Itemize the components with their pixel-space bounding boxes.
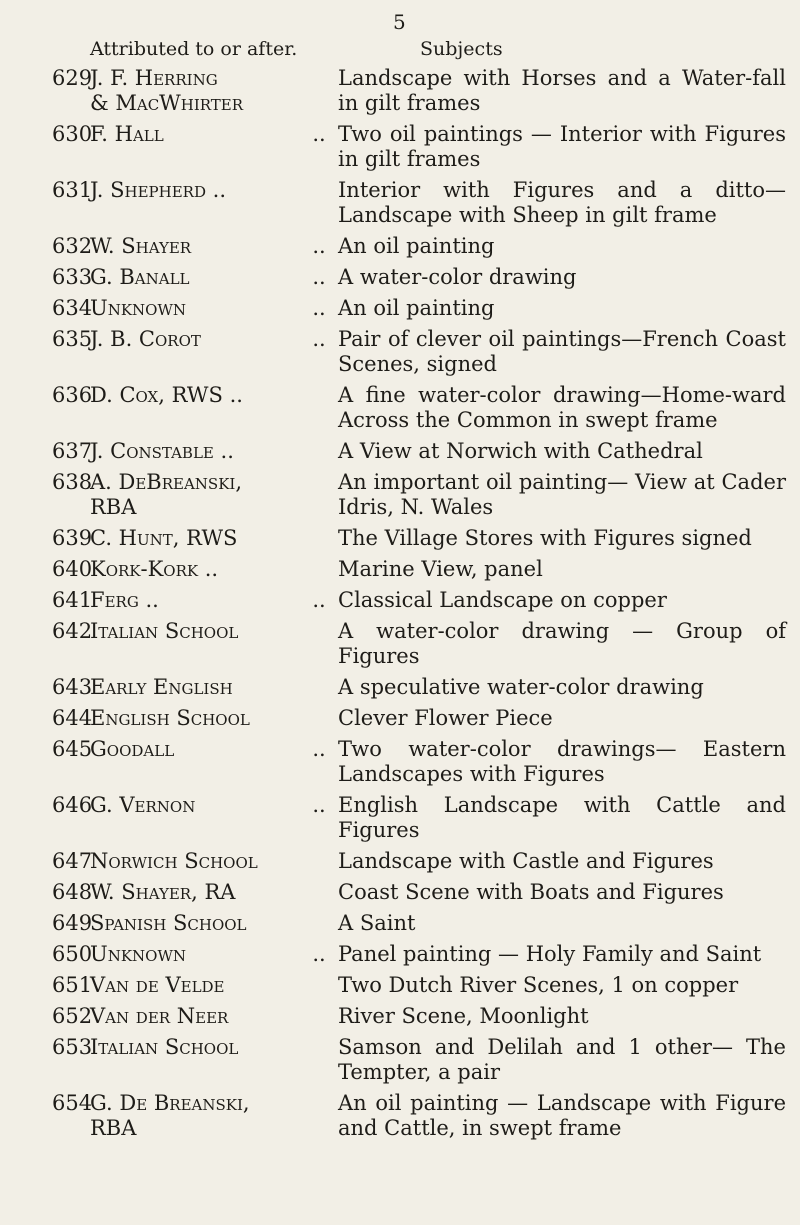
lot-leader-dots: .. [312, 327, 326, 351]
lot-subject: Two oil paintings — Interior with Figures in gilt frames [338, 122, 786, 171]
lot-leader-dots: .. [312, 234, 326, 258]
lot-row [0, 178, 800, 228]
lot-row [0, 973, 800, 998]
lot-artist: J. Shepherd .. [90, 178, 227, 202]
lot-row [0, 122, 800, 172]
lot-leader-dots [300, 911, 338, 936]
lot-subject: Landscape with Horses and a Water-fall in gilt frames [338, 66, 786, 115]
lot-leader-dots [300, 66, 338, 116]
lot-number: 646 [52, 793, 93, 817]
lot-row [0, 880, 800, 905]
lot-artist: F. Hall [90, 122, 164, 146]
lot-subject: Interior with Figures and a ditto— Landscape with Sheep in gilt frame [338, 178, 786, 227]
lot-leader-dots: .. [312, 737, 326, 761]
lot-artist: Goodall [90, 737, 175, 761]
lot-number: 653 [52, 1035, 93, 1059]
lot-number: 652 [52, 1004, 93, 1028]
lot-artist: A. DeBreanski, RBA [90, 470, 243, 519]
lot-leader-dots [300, 1004, 338, 1029]
lot-row [0, 675, 800, 700]
lot-artist: Italian School [90, 619, 239, 643]
lot-subject: A speculative water-color drawing [338, 675, 704, 699]
lot-number: 631 [52, 178, 93, 202]
lot-artist: Spanish School [90, 911, 247, 935]
lot-row [0, 234, 800, 259]
lot-row [0, 66, 800, 116]
lot-subject: English Landscape with Cattle and Figures [338, 793, 786, 842]
lot-artist: J. B. Corot [90, 327, 201, 351]
lot-artist: Norwich School [90, 849, 258, 873]
lot-subject: An oil painting — Landscape with Figure and Cattle, in swept frame [338, 1091, 786, 1140]
lot-number: 643 [52, 675, 93, 699]
lot-number: 635 [52, 327, 93, 351]
header-subjects: Subjects [420, 38, 503, 60]
lot-leader-dots [300, 619, 338, 669]
lot-row [0, 296, 800, 321]
lot-subject: Landscape with Castle and Figures [338, 849, 714, 873]
lot-subject: Panel painting — Holy Family and Saint [338, 942, 762, 966]
lot-leader-dots [300, 973, 338, 998]
lot-artist: Kork-Kork .. [90, 557, 219, 581]
lot-row [0, 383, 800, 433]
lot-leader-dots [300, 1091, 338, 1141]
lot-subject: River Scene, Moonlight [338, 1004, 589, 1028]
lot-row [0, 911, 800, 936]
lot-row [0, 942, 800, 967]
lot-subject: Two water-color drawings— Eastern Landscapes with Figures [338, 737, 786, 786]
lot-artist: G. Banall [90, 265, 190, 289]
lot-artist: C. Hunt, RWS [90, 526, 238, 550]
lot-subject: Two Dutch River Scenes, 1 on copper [338, 973, 739, 997]
lot-leader-dots: .. [312, 296, 326, 320]
lot-row [0, 265, 800, 290]
lot-leader-dots: .. [312, 942, 326, 966]
lot-artist: Ferg .. [90, 588, 159, 612]
lot-subject: Coast Scene with Boats and Figures [338, 880, 724, 904]
lot-leader-dots [300, 675, 338, 700]
lot-leader-dots [300, 526, 338, 551]
lot-number: 640 [52, 557, 93, 581]
lot-subject: Classical Landscape on copper [338, 588, 667, 612]
lot-row [0, 439, 800, 464]
lot-number: 644 [52, 706, 93, 730]
lot-number: 638 [52, 470, 93, 494]
lot-subject: Pair of clever oil paintings—French Coast Scenes, signed [338, 327, 786, 376]
lot-subject: An oil painting [338, 296, 495, 320]
lot-artist: Unknown [90, 296, 186, 320]
lot-artist: D. Cox, RWS .. [90, 383, 243, 407]
lot-artist: W. Shayer, RA [90, 880, 236, 904]
lot-row [0, 470, 800, 520]
lot-leader-dots [300, 880, 338, 905]
lot-subject: The Village Stores with Figures signed [338, 526, 752, 550]
lot-leader-dots [300, 1035, 338, 1085]
lot-artist: Van der Neer [90, 1004, 229, 1028]
lot-leader-dots: .. [312, 793, 326, 817]
lot-number: 651 [52, 973, 93, 997]
lot-row [0, 706, 800, 731]
lot-leader-dots [300, 178, 338, 228]
lot-subject: A Saint [338, 911, 416, 935]
lot-artist: Italian School [90, 1035, 239, 1059]
lot-number: 649 [52, 911, 93, 935]
lot-row [0, 793, 800, 843]
lot-artist: G. Vernon [90, 793, 196, 817]
lot-artist: J. F. Herring & MacWhirter [90, 66, 244, 115]
lot-row [0, 619, 800, 669]
page-number: 5 [393, 10, 406, 34]
lot-subject: A water-color drawing — Group of Figures [338, 619, 786, 668]
lot-number: 641 [52, 588, 93, 612]
lot-artist: G. De Breanski, RBA [90, 1091, 250, 1140]
lot-leader-dots [300, 383, 338, 433]
lot-subject: A water-color drawing [338, 265, 577, 289]
lot-number: 634 [52, 296, 93, 320]
lot-number: 630 [52, 122, 93, 146]
lot-number: 645 [52, 737, 93, 761]
lot-number: 636 [52, 383, 93, 407]
lot-leader-dots [300, 439, 338, 464]
lot-number: 654 [52, 1091, 93, 1115]
lot-subject: Marine View, panel [338, 557, 543, 581]
lot-number: 648 [52, 880, 93, 904]
lot-row [0, 1035, 800, 1085]
lot-leader-dots [300, 706, 338, 731]
lot-leader-dots: .. [312, 588, 326, 612]
lot-row [0, 849, 800, 874]
lot-subject: A View at Norwich with Cathedral [338, 439, 703, 463]
lot-artist: Unknown [90, 942, 186, 966]
lot-row [0, 526, 800, 551]
lot-leader-dots: .. [312, 265, 326, 289]
lot-leader-dots [300, 470, 338, 520]
lot-number: 650 [52, 942, 93, 966]
lot-subject: Samson and Delilah and 1 other— The Tempter, a pair [338, 1035, 786, 1084]
lot-subject: A fine water-color drawing—Home-ward Across the Common in swept frame [338, 383, 786, 432]
lot-artist: W. Shayer [90, 234, 192, 258]
lot-leader-dots [300, 849, 338, 874]
lot-list [0, 66, 800, 1141]
lot-artist: Early English [90, 675, 233, 699]
lot-number: 639 [52, 526, 93, 550]
lot-subject: Clever Flower Piece [338, 706, 553, 730]
lot-subject: An important oil painting— View at Cader Idris, N. Wales [338, 470, 786, 519]
lot-number: 637 [52, 439, 93, 463]
lot-artist: Van de Velde [90, 973, 225, 997]
header-attributed: Attributed to or after. [90, 38, 298, 60]
lot-number: 633 [52, 265, 93, 289]
lot-row [0, 1004, 800, 1029]
lot-artist: English School [90, 706, 250, 730]
lot-leader-dots: .. [312, 122, 326, 146]
lot-number: 642 [52, 619, 93, 643]
lot-row [0, 327, 800, 377]
lot-leader-dots [300, 557, 338, 582]
lot-row [0, 1091, 800, 1141]
lot-number: 632 [52, 234, 93, 258]
lot-row [0, 588, 800, 613]
lot-artist: J. Constable .. [90, 439, 234, 463]
lot-row [0, 737, 800, 787]
lot-number: 647 [52, 849, 93, 873]
lot-subject: An oil painting [338, 234, 495, 258]
lot-row [0, 557, 800, 582]
lot-number: 629 [52, 66, 93, 90]
